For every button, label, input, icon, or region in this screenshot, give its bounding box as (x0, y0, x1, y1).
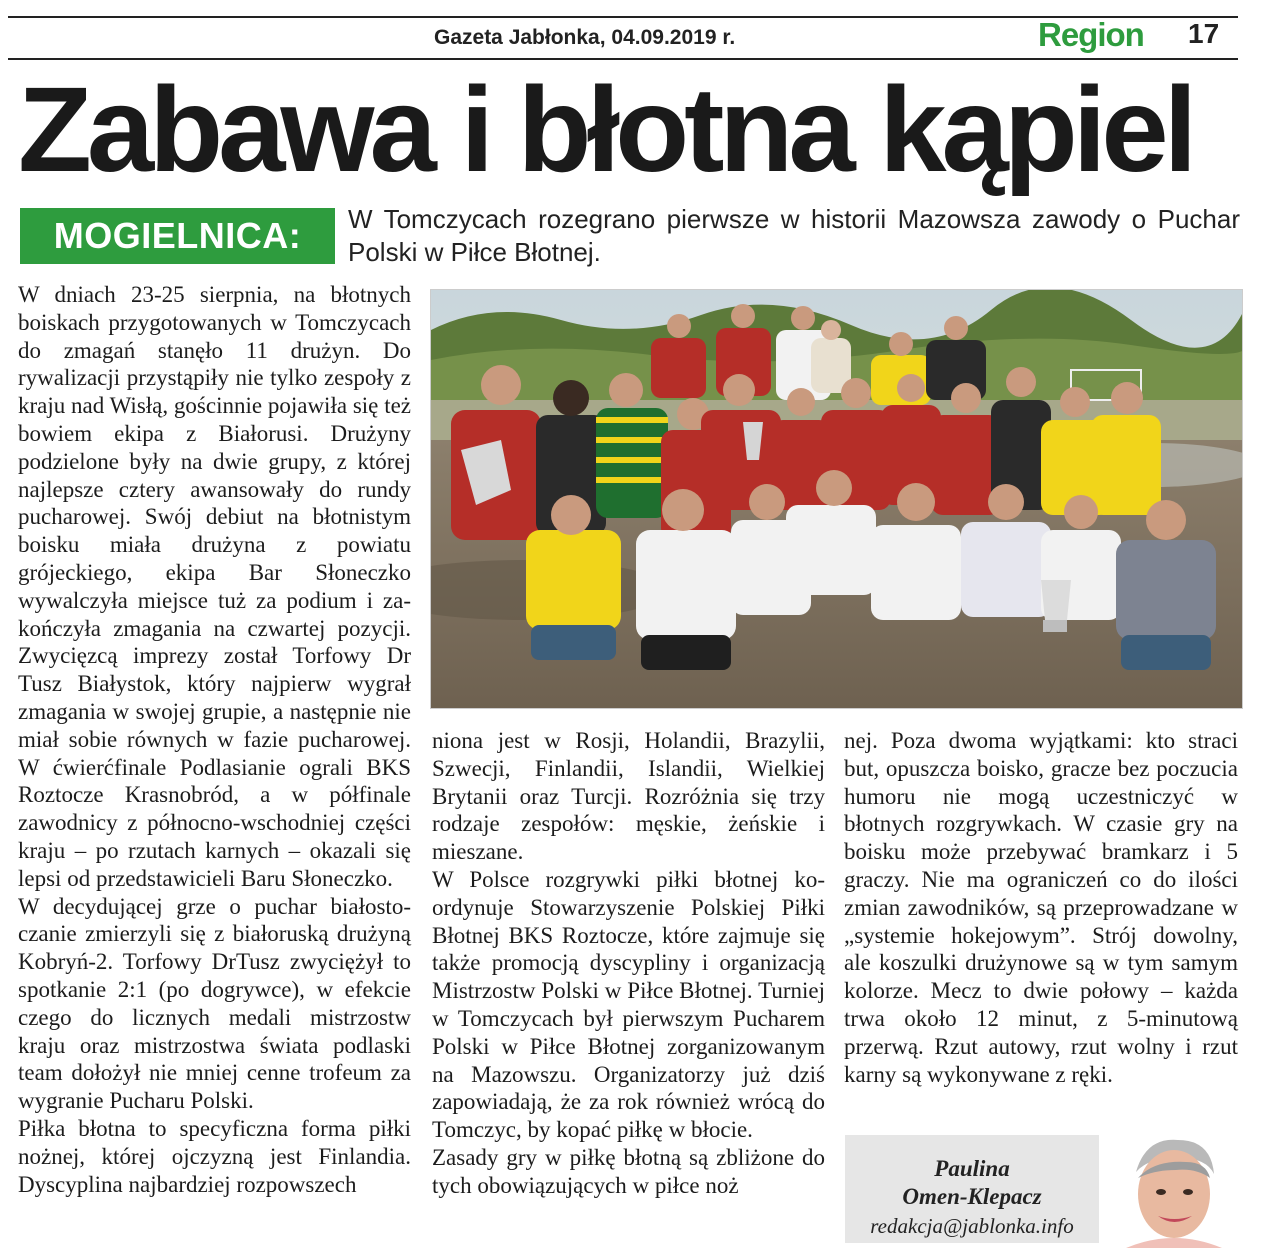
team-group-photo (430, 289, 1243, 709)
publication-date: Gazeta Jabłonka, 04.09.2019 r. (434, 26, 736, 49)
page-number: 17 (1188, 18, 1220, 49)
article-headline: Zabawa i błotna kąpiel (18, 61, 1193, 197)
author-photo (1106, 1132, 1238, 1248)
paragraph: W decydującej grze o puchar białostoczanie zmierzyli się z białoruską drużyną Kobryń-2. Torfowy DrTusz zwyciężył to spotkanie 2:1 (po dogrywce), w efekcie czego do licznych medali mistrzostw kraju oraz mistrzostwa świata podlaski team dołożył nie mniej cenne trofeum za wygranie Pucharu Polski. (18, 893, 411, 1114)
article-column-2 (432, 727, 825, 1200)
author-first-name: Paulina (934, 1156, 1010, 1181)
author-byline (845, 1135, 1099, 1243)
paragraph: niona jest w Rosji, Holandii, Brazylii, Szwecji, Finlandii, Islandii, Wielkiej Brytanii oraz Turcji. Rozróżnia się trzy rodzaje zespołów: męskie, żeńskie i mieszane. (432, 728, 825, 865)
location-kicker: MOGIELNICA: (20, 208, 335, 264)
article-lead: W Tomczycach rozegrano pierwsze w historii Mazowsza zawody o Puchar Polski w Piłce Błotnej. (348, 204, 1240, 267)
article-column-3 (844, 727, 1238, 1088)
paragraph: W dniach 23-25 sierpnia, na błotnych boiskach przygotowanych w Tomczycach do zmagań stanęło 11 drużyn. Do rywalizacji przystąpiły nie tylko zespoły z kraju nad Wisłą, gościnnie pojawiła się też bowiem ekipa z Białorusi. Drużyny podzielone były na dwie grupy, z której najlepsze cztery awansowały do rundy pucharowej. Swój debiut na błotnistym boisku miała drużyna z powiatu grójeckiego, ekipa Bar Słoneczko wywalczyła miejsce tuż za podium i zakończyła zmagania na czwartej pozycji. Zwycięzcą imprezy został Torfowy Dr Tusz Białystok, który najpierw wygrał zmagania w swojej grupie, a następnie nie miał sobie równych w fazie pucharowej. W ćwierćfinale Podlasianie ograli BKS Roztocze Krasnobród, a w półfinale zawodnicy z północno-wschodniej części kraju – po rzutach karnych – okazali się lepsi od przedstawicieli Baru Słoneczko. (18, 282, 411, 891)
paragraph: Zasady gry w piłkę błotną są zbliżone do tych obowiązujących w piłce noż (432, 1144, 825, 1198)
author-last-name: Omen-Klepacz (902, 1184, 1042, 1209)
paragraph: nej. Poza dwoma wyjątkami: kto straci but, opuszcza boisko, gracze bez poczucia humoru nie mogą uczestniczyć w błotnych rozgrywkach. W czasie gry na boisku może przebywać bramkarz i 5 graczy. Nie ma ograniczeń co do ilości zmian zawodników, są przeprowadzane w „systemie hokejowym”. Strój dowolny, ale koszulki drużynowe są w tym samym kolorze. Mecz to dwie połowy – każda trwa około 12 minut, z 5-minutową przerwą. Rzut autowy, rzut wolny i rzut karny są wykonywane z ręki. (844, 728, 1238, 1087)
header-bottom-rule (8, 58, 1238, 60)
article-column-1 (18, 281, 411, 1198)
section-label: Region (1038, 16, 1144, 53)
author-email: redakcja@jablonka.info (870, 1214, 1074, 1238)
paragraph: W Polsce rozgrywki piłki błotnej koordynuje Stowarzyszenie Polskiej Piłki Błotnej BKS Roztocze, które zajmuje się także promocją dyscypliny i organizacją Mistrzostw Polski w Piłce Błotnej. Turniej w Tomczycach był pierwszym Pucharem Polski w Piłce Błotnej zorganizowanym na Mazowszu. Organizatorzy już dziś zapowiadają, że za rok również wrócą do Tomczyc, by kopać piłkę w błocie. (432, 866, 825, 1143)
paragraph: Piłka błotna to specyficzna forma piłki nożnej, której ojczyzną jest Finlandia. Dyscyplina najbardziej rozpowszech (18, 1115, 411, 1197)
